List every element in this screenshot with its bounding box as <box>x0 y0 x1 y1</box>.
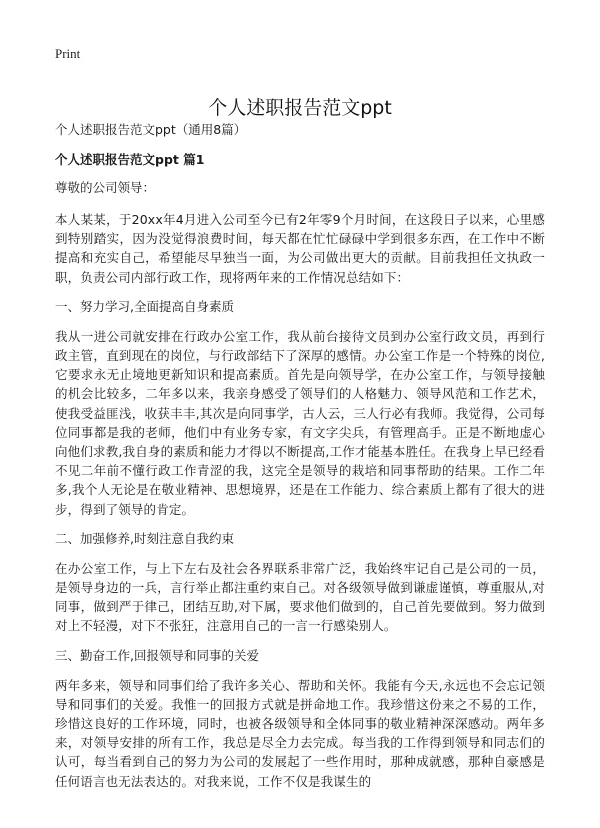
paragraph-1: 我从一进公司就安排在行政办公室工作，我从前台接待文员到办公室行政文员，再到行政主管，直到现在的岗位，与行政部结下了深厚的感情。办公室工作是一个特殊的岗位,它要求永无止境地更新知识和提高素质。首先是向领导学，在办公室工作，与领导接触的机会比较多，二年多以来，我亲身感受了领导们的人格魅力、领导风范和工作艺术，使我受益匪浅，收获丰丰,其次是向同事学，古人云，三人行必有我师。我觉得，公司每位同事都是我的老师，他们中有业务专家，有文字尖兵，有管理高手。正是不断地虚心向他们求教,我自身的素质和能力才得以不断提高,工作才能基本胜任。在我身上早已经看不见二年前不懂行政工作青涩的我，这完全是领导的栽培和同事帮助的结果。工作二年多,我个人无论是在敬业精神、思想境界，还是在工作能力、综合素质上都有了很大的进步，得到了领导的肯定。 <box>55 328 545 517</box>
heading-3: 三、勤奋工作,回报领导和同事的关爱 <box>55 647 259 663</box>
document-subtitle: 个人述职报告范文ppt（通用8篇） <box>55 122 247 137</box>
greeting: 尊敬的公司领导： <box>55 180 156 195</box>
section-title: 个人述职报告范文ppt 篇1 <box>55 152 205 167</box>
paragraph-3: 两年多来，领导和同事们给了我许多关心、帮助和关怀。我能有今天,永远也不会忘记领导和同事们的关爱。我惟一的回报方式就是拼命地工作。我珍惜这份来之不易的工作，珍惜这良好的工作环境，同时，也被各级领导和全体同事的敬业精神深深感动。两年多来，对领导安排的所有工作，我总是尽全力去完成。每当我的工作得到领导和同志们的认可，每当看到自己的努力为公司的发展起了一些作用时，那种成就感，那种自豪感是任何语言也无法表达的。对我来说，工作不仅是我谋生的 <box>55 677 545 789</box>
page-title: 个人述职报告范文ppt <box>208 96 392 119</box>
intro-paragraph: 本人某某，于20xx年4月进入公司至今已有2年零9个月时间，在这段日子以来，心里感到特别踏实，因为没觉得浪费时间，每天都在忙忙碌碌中学到很多东西，在工作中不断提高和充实自己，希望能尽早独当一面，为公司做出更大的贡献。目前我担任文执政一职，负责公司内部行政工作，现将两年来的工作情况总结如下： <box>55 212 545 285</box>
heading-2: 二、加强修养,时刻注意自我约束 <box>55 530 234 546</box>
print-link[interactable]: Print <box>55 46 81 61</box>
heading-1: 一、努力学习,全面提高自身素质 <box>55 298 234 314</box>
paragraph-2: 在办公室工作，与上下左右及社会各界联系非常广泛，我始终牢记自己是公司的一员，是领导身边的一兵，言行举止都注重约束自己。对各级领导做到谦虚谨慎，尊重服从,对同事，做到严于律己，团结互助,对下属，要求他们做到的，自己首先要做到。努力做到对上不轻漫，对下不张狂，注意用自己的一言一行感染别人。 <box>55 560 545 634</box>
document-body <box>55 122 545 803</box>
